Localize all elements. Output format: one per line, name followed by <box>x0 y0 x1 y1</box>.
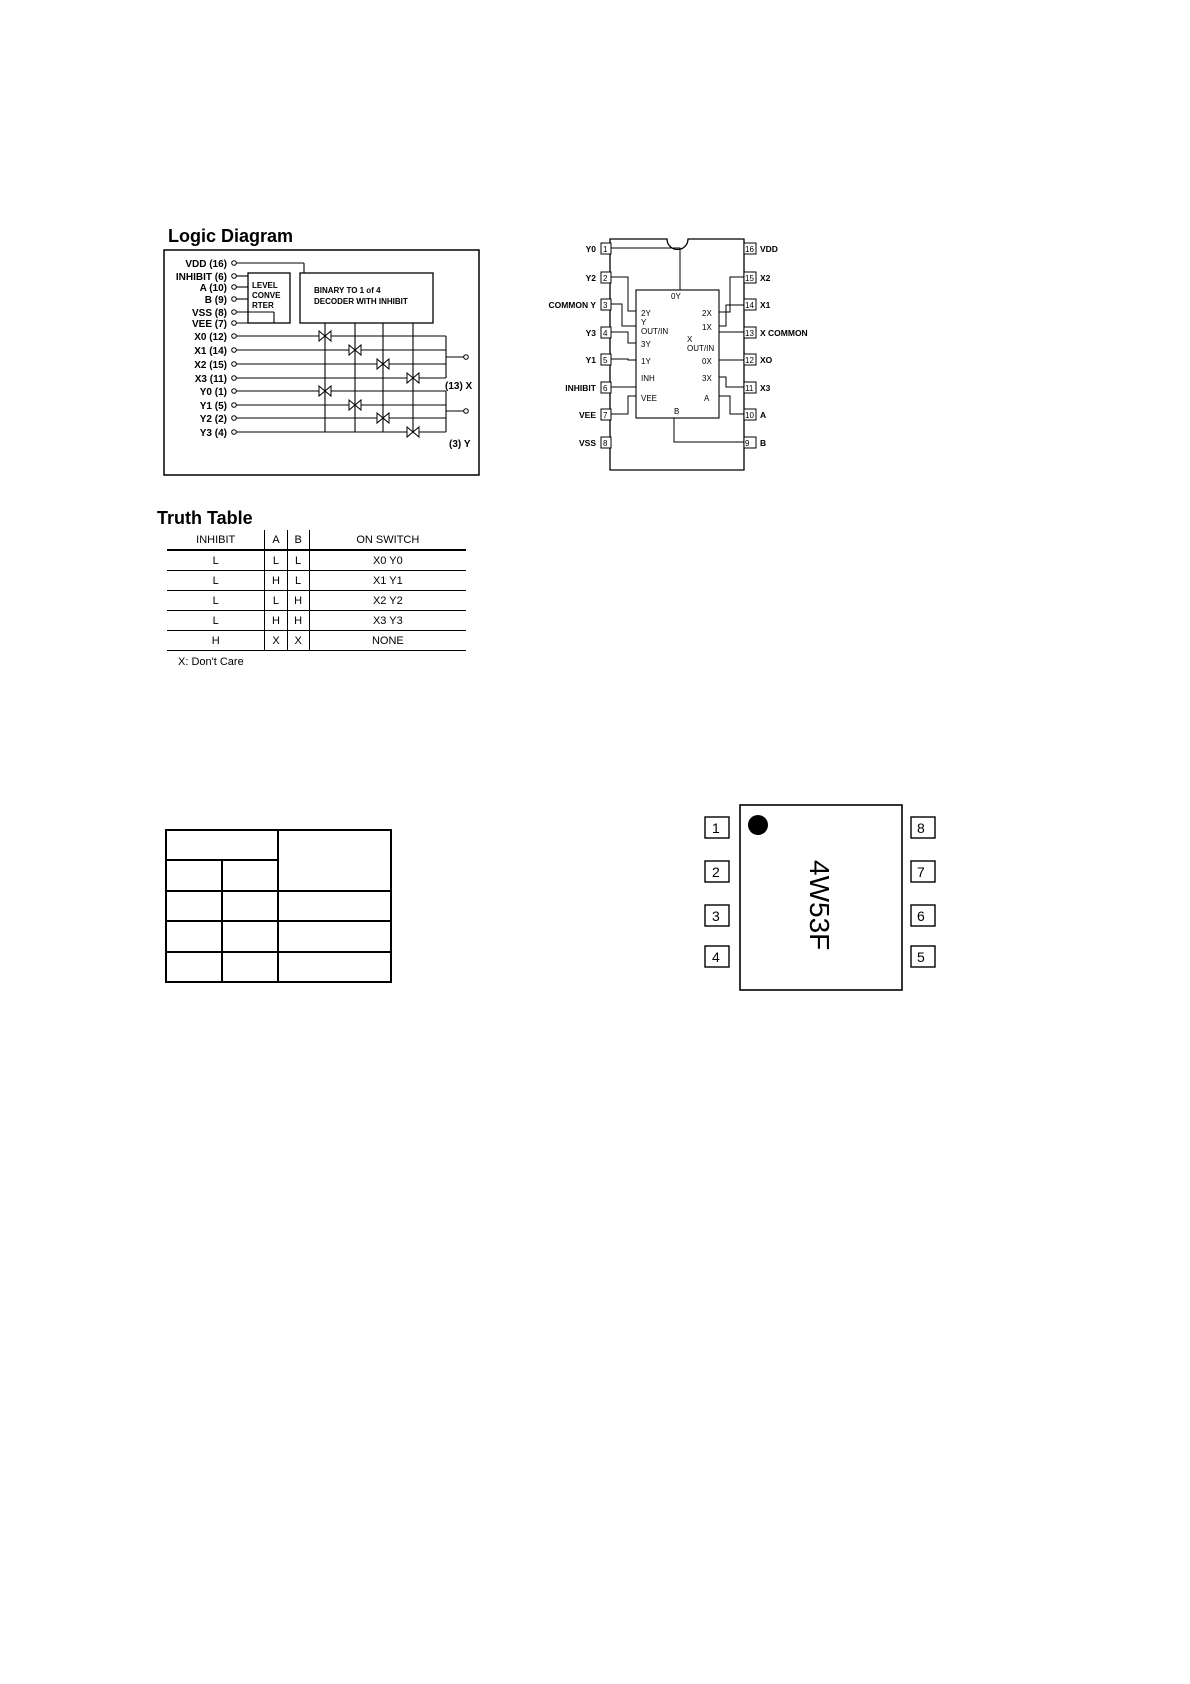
table-cell: X0 Y0 <box>309 550 466 571</box>
x-common-output-label: (13) X <box>445 381 473 392</box>
table-row <box>167 571 466 591</box>
pin-number: 4 <box>603 329 608 338</box>
pin-number: 3 <box>603 301 608 310</box>
pin-number: 13 <box>745 329 754 338</box>
package-pin-number: 2 <box>712 864 720 880</box>
table-row <box>167 611 466 631</box>
table-cell: X3 Y3 <box>309 611 466 631</box>
pin-label: X COMMON <box>760 328 808 338</box>
decoder-label-2: DECODER WITH INHIBIT <box>314 297 408 306</box>
table-row <box>167 591 466 611</box>
pin-label: A <box>760 410 767 420</box>
logic-input-label: VEE (7) <box>191 319 227 330</box>
logic-input-label: Y1 (5) <box>199 401 227 412</box>
truth-table-header-row <box>167 530 466 550</box>
table-cell: X <box>265 631 287 651</box>
logic-input-label: Y3 (4) <box>199 428 227 439</box>
package-outline <box>700 795 940 995</box>
inner-1y: 1Y <box>641 357 651 366</box>
logic-input-label: INHIBIT (6) <box>175 272 227 283</box>
logic-input-label: X2 (15) <box>194 360 227 371</box>
package-marking: 4W53F <box>804 860 835 951</box>
table-cell: H <box>265 571 287 591</box>
pinout-diagram <box>540 236 820 476</box>
pin-number: 16 <box>745 245 754 254</box>
table-row <box>167 550 466 571</box>
table-cell: H <box>265 611 287 631</box>
logic-input-label: Y0 (1) <box>199 387 227 398</box>
inner-x: X <box>687 335 693 344</box>
package-pin-number: 4 <box>712 949 720 965</box>
level-converter-label-1: LEVEL <box>252 281 278 290</box>
table-cell: L <box>167 550 265 571</box>
logic-input-label: A (10) <box>199 283 227 294</box>
pin-label: VEE <box>578 410 596 420</box>
logic-diagram <box>164 248 484 478</box>
inner-0y: 0Y <box>671 292 681 301</box>
table-cell: X <box>287 631 309 651</box>
pin-label: Y3 <box>585 328 596 338</box>
table-cell: L <box>167 571 265 591</box>
y-common-output-label: (3) Y <box>449 439 471 450</box>
pin-number: 12 <box>745 356 754 365</box>
decoder-label-1: BINARY TO 1 of 4 <box>314 286 381 295</box>
package-pin-number: 8 <box>917 820 925 836</box>
table-cell: NONE <box>309 631 466 651</box>
pin-number: 2 <box>603 274 608 283</box>
pin-label: COMMON Y <box>548 300 596 310</box>
inner-a: A <box>704 394 710 403</box>
header-a: A <box>265 530 287 550</box>
inner-vee: VEE <box>641 394 658 403</box>
inner-inh: INH <box>641 374 655 383</box>
table-cell: H <box>287 611 309 631</box>
pin-number: 7 <box>603 411 608 420</box>
table-cell: X2 Y2 <box>309 591 466 611</box>
logic-diagram-title: Logic Diagram <box>168 226 294 246</box>
truth-table-title: Truth Table <box>157 508 253 528</box>
package-pin-number: 1 <box>712 820 720 836</box>
logic-input-label: X1 (14) <box>194 346 227 357</box>
pin-label: VDD <box>760 244 778 254</box>
inner-b: B <box>674 407 680 416</box>
pin-number: 1 <box>603 245 608 254</box>
pin-label: X3 <box>760 383 771 393</box>
header-inhibit: INHIBIT <box>167 530 265 550</box>
pin-label: B <box>760 438 767 448</box>
truth-table-note: X: Don't Care <box>178 656 244 668</box>
truth-table <box>167 530 466 651</box>
header-b: B <box>287 530 309 550</box>
inner-0x: 0X <box>702 357 712 366</box>
pin-number: 15 <box>745 274 754 283</box>
logic-input-label: Y2 (2) <box>199 414 227 425</box>
pin-number: 6 <box>603 384 608 393</box>
logic-input-label: X0 (12) <box>194 332 227 343</box>
table-cell: H <box>167 631 265 651</box>
table-cell: L <box>287 550 309 571</box>
pin-number: 10 <box>745 411 754 420</box>
pin-label: Y1 <box>585 355 596 365</box>
package-pin-number: 7 <box>917 864 925 880</box>
pin-number: 14 <box>745 301 754 310</box>
table-cell: L <box>265 550 287 571</box>
inner-3y: 3Y <box>641 340 651 349</box>
pin-label: VSS <box>578 438 596 448</box>
package-pin-number: 3 <box>712 908 720 924</box>
table-cell: L <box>167 611 265 631</box>
pin1-marker <box>748 815 768 835</box>
pin-number: 8 <box>603 439 608 448</box>
table-cell: L <box>167 591 265 611</box>
logic-input-label: X3 (11) <box>194 374 227 385</box>
level-converter-label-2: CONVE <box>252 291 281 300</box>
pin-label: XO <box>760 355 773 365</box>
table-row <box>167 631 466 651</box>
blank-grid-table <box>165 829 395 985</box>
package-pin-number: 6 <box>917 908 925 924</box>
logic-input-label: VSS (8) <box>191 308 227 319</box>
inner-x-outin: OUT/IN <box>687 344 715 353</box>
inner-y: Y <box>641 318 647 327</box>
pin-number: 11 <box>745 384 754 393</box>
logic-input-label: VDD (16) <box>185 259 227 270</box>
pin-number: 5 <box>603 356 608 365</box>
pin-label: Y2 <box>585 273 596 283</box>
level-converter-label-3: RTER <box>252 301 274 310</box>
ic-body <box>610 239 744 470</box>
header-on-switch: ON SWITCH <box>309 530 466 550</box>
table-cell: L <box>265 591 287 611</box>
pin-label: Y0 <box>585 244 596 254</box>
package-pin-number: 5 <box>917 949 925 965</box>
pin-label: X1 <box>760 300 771 310</box>
table-cell: X1 Y1 <box>309 571 466 591</box>
inner-3x: 3X <box>702 374 712 383</box>
inner-2x: 2X <box>702 309 712 318</box>
pin-label: INHIBIT <box>565 383 596 393</box>
logic-input-label: B (9) <box>204 295 227 306</box>
table-cell: L <box>287 571 309 591</box>
pin-number: 9 <box>745 439 750 448</box>
table-cell: H <box>287 591 309 611</box>
pin-label: X2 <box>760 273 771 283</box>
inner-1x: 1X <box>702 323 712 332</box>
inner-2y: 2Y <box>641 309 651 318</box>
inner-y-outin: OUT/IN <box>641 327 669 336</box>
